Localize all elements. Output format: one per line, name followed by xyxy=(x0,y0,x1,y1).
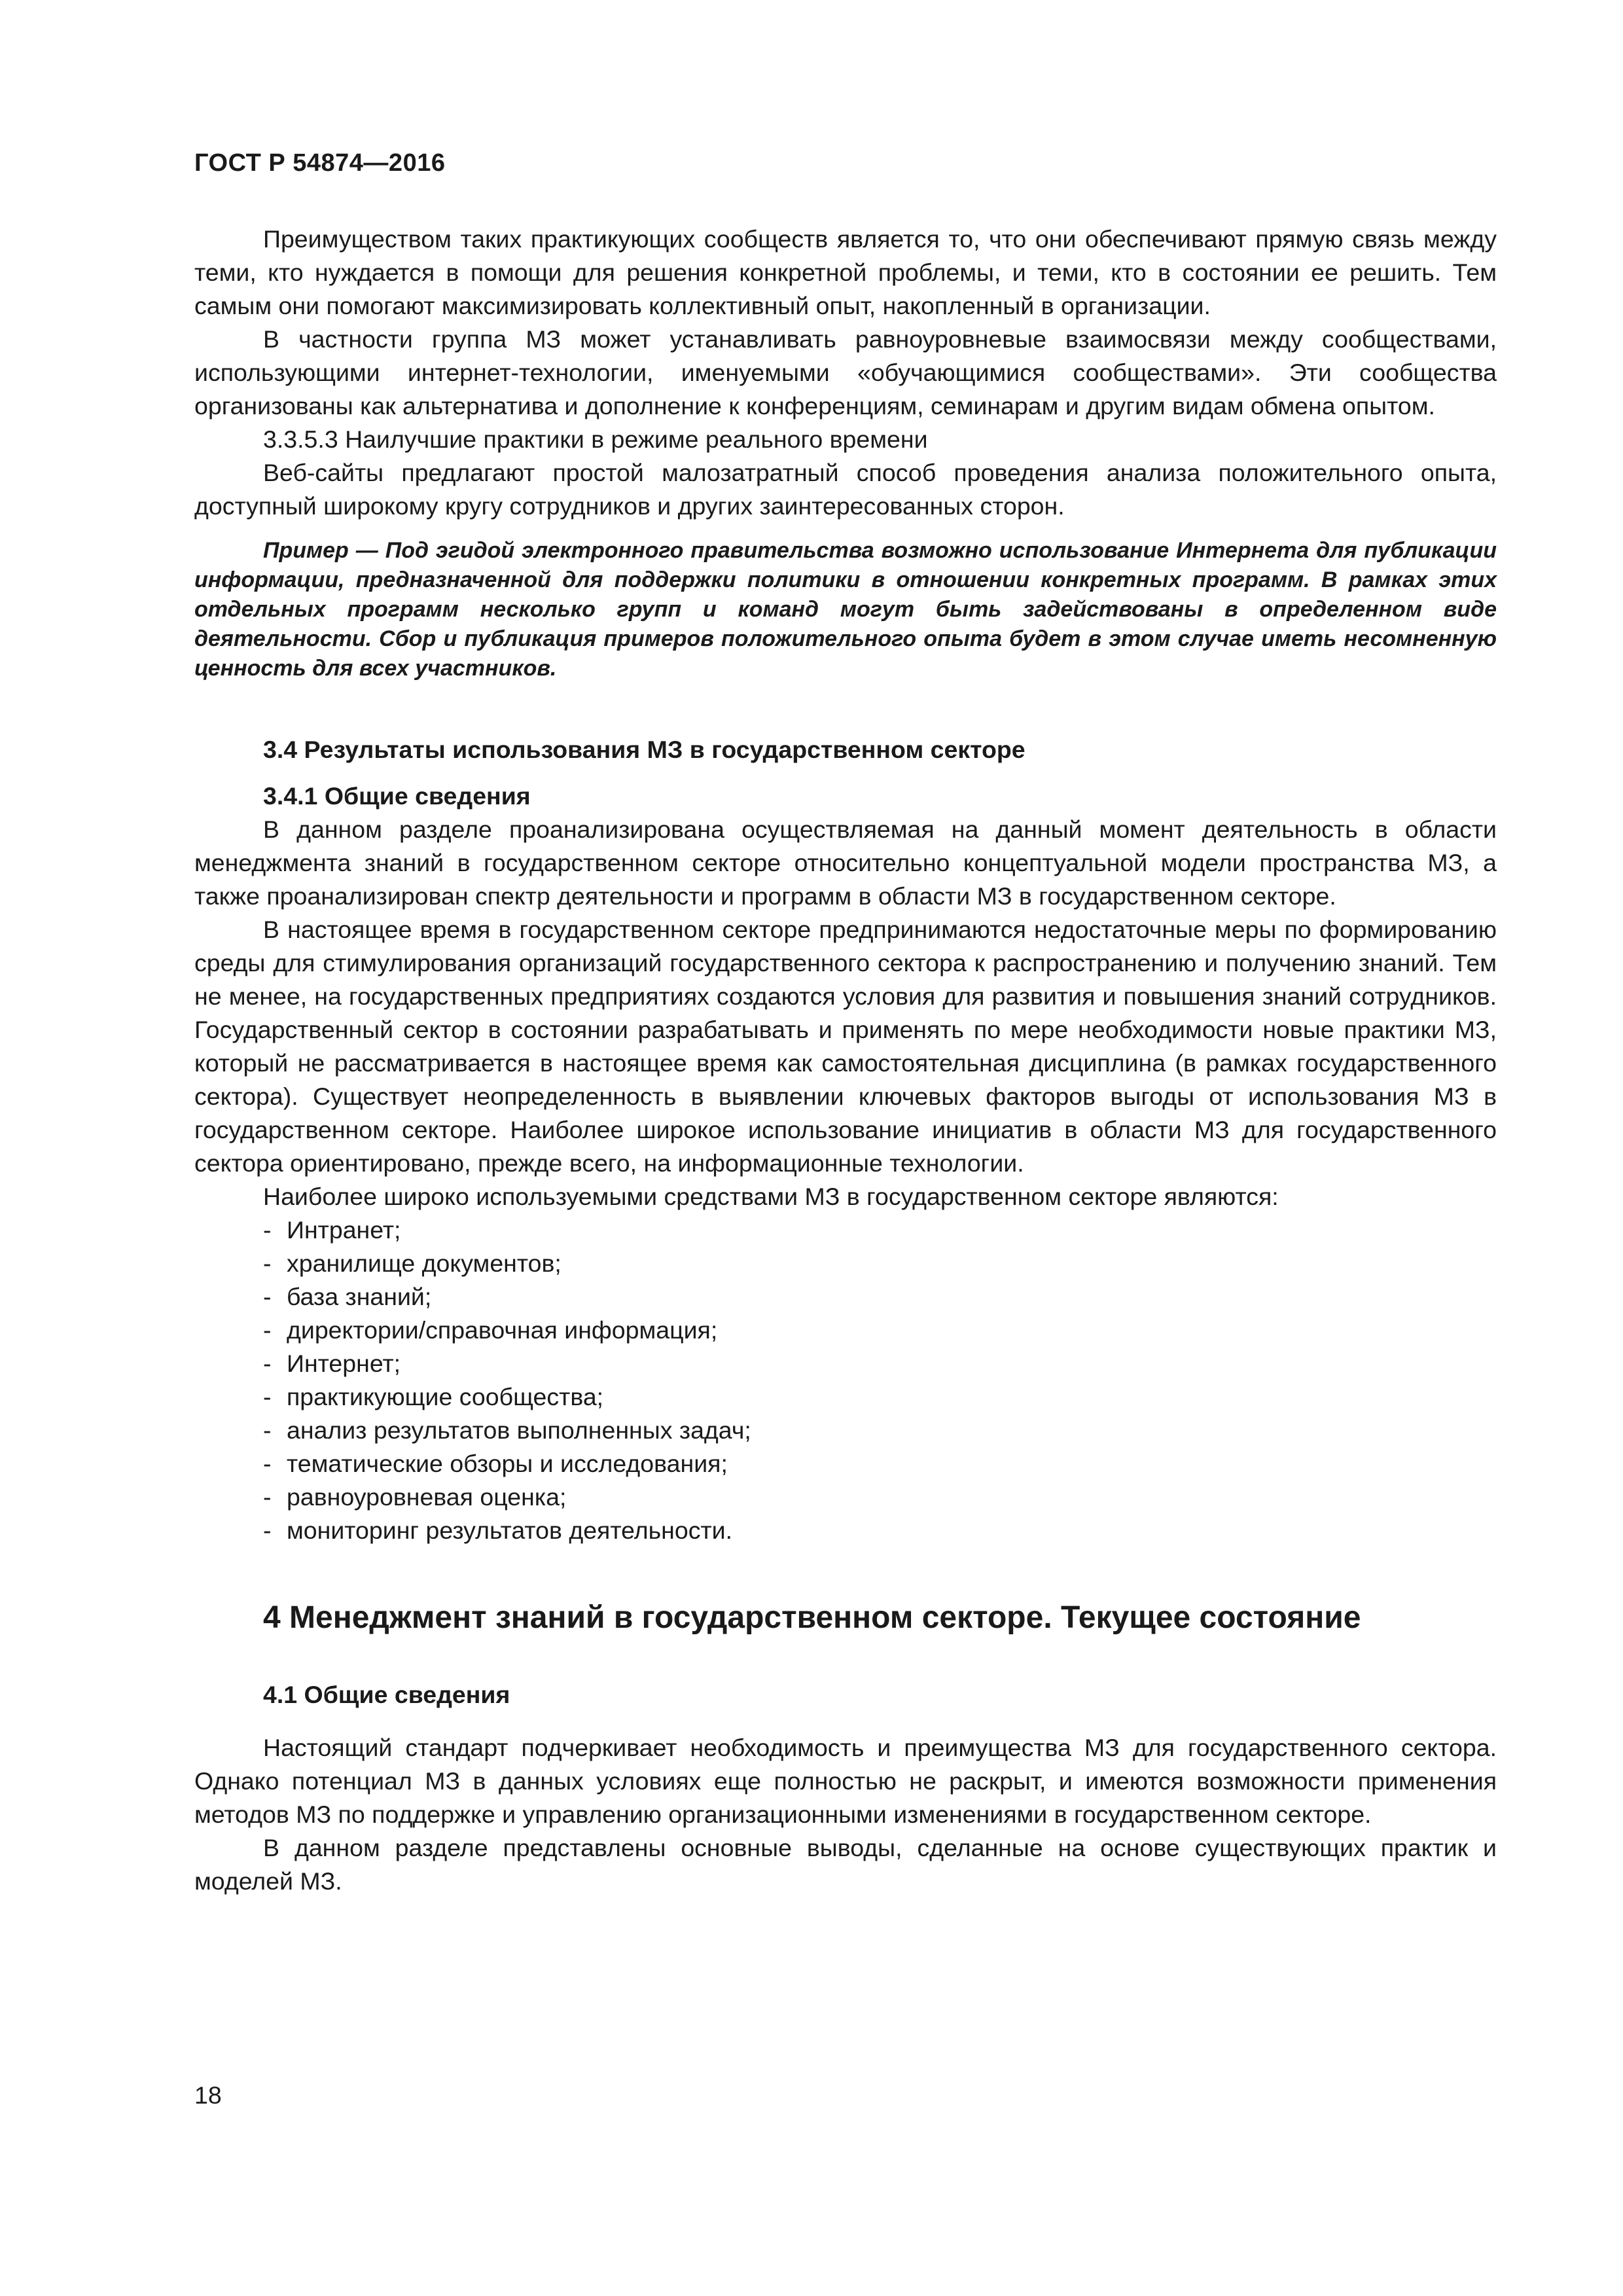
list-item-text: Интранет; xyxy=(287,1216,401,1244)
list-item-text: анализ результатов выполненных задач; xyxy=(287,1416,751,1444)
list-dash: - xyxy=(263,1383,272,1410)
section-heading-3-4: 3.4 Результаты использования МЗ в государственном секторе xyxy=(263,736,1026,763)
paragraph: В данном разделе проанализирована осуществляемая на данный момент деятельность в области менеджмента знаний в государственном секторе относительно концептуальной модели пространства МЗ, а также проанализирован спектр деятельности и программ в области МЗ в государственном секторе. xyxy=(194,816,1497,910)
list-item xyxy=(263,1247,1497,1280)
page-body xyxy=(194,223,1497,1898)
list-dash: - xyxy=(263,1483,272,1511)
page-number: 18 xyxy=(194,2081,222,2109)
list-item-text: практикующие сообщества; xyxy=(287,1383,604,1410)
list-dash: - xyxy=(263,1283,272,1310)
section-heading-3-4-1: 3.4.1 Общие сведения xyxy=(263,782,531,810)
example-note: Пример — Под эгидой электронного правительства возможно использование Интернета для публикации информации, предназначенной для поддержки политики в отношении конкретных программ. В рамках этих отдельных программ несколько групп и команд могут быть задействованы в определенном виде деятельности. Сбор и публикация примеров положительного опыта будет в этом случае иметь несомненную ценность для всех участников. xyxy=(194,538,1497,681)
list-dash: - xyxy=(263,1316,272,1344)
list-item xyxy=(263,1480,1497,1514)
list-dash: - xyxy=(263,1350,272,1377)
list-item-text: мониторинг результатов деятельности. xyxy=(287,1516,733,1544)
paragraph: В данном разделе представлены основные выводы, сделанные на основе существующих практик и моделей МЗ. xyxy=(194,1834,1497,1895)
list-item-text: база знаний; xyxy=(287,1283,432,1310)
list-item xyxy=(263,1314,1497,1347)
paragraph: Преимуществом таких практикующих сообществ является то, что они обеспечивают прямую связь между теми, кто нуждается в помощи для решения конкретной проблемы, и теми, кто в состоянии ее решить. Тем самым они помогают максимизировать коллективный опыт, накопленный в организации. xyxy=(194,225,1497,319)
list-item xyxy=(263,1280,1497,1314)
section-heading-4-1: 4.1 Общие сведения xyxy=(263,1681,510,1708)
list-item-text: Интернет; xyxy=(287,1350,401,1377)
list-dash: - xyxy=(263,1416,272,1444)
list-item-text: директории/справочная информация; xyxy=(287,1316,718,1344)
paragraph: В настоящее время в государственном секторе предпринимаются недостаточные меры по формированию среды для стимулирования организаций государственного сектора к распространению и получению знаний. Тем не менее, на государственных предприятиях создаются условия для развития и повышения знаний сотрудников. Государственный сектор в состоянии разрабатывать и применять по мере необходимости новые практики МЗ, который не рассматривается в настоящее время как самостоятельная дисциплина (в рамках государственного сектора). Существует неопределенность в выявлении ключевых факторов выгоды от использования МЗ в государственном секторе. Наиболее широкое использование инициатив в области МЗ для государственного сектора ориентировано, прежде всего, на информационные технологии. xyxy=(194,916,1497,1177)
list-item xyxy=(263,1213,1497,1247)
list-item-text: хранилище документов; xyxy=(287,1249,562,1277)
paragraph: Наиболее широко используемыми средствами МЗ в государственном секторе являются: xyxy=(263,1183,1279,1210)
paragraph: Веб-сайты предлагают простой малозатратный способ проведения анализа положительного опыта, доступный широкому кругу сотрудников и других заинтересованных сторон. xyxy=(194,459,1497,520)
paragraph: В частности группа МЗ может устанавливать равноуровневые взаимосвязи между сообществами, использующими интернет-технологии, именуемыми «обучающимися сообществами». Эти сообщества организованы как альтернатива и дополнение к конференциям, семинарам и другим видам обмена опытом. xyxy=(194,325,1497,420)
list-item xyxy=(263,1380,1497,1414)
subsection-title: 3.3.5.3 Наилучшие практики в режиме реального времени xyxy=(263,425,928,453)
list-item xyxy=(263,1514,1497,1547)
list-dash: - xyxy=(263,1216,272,1244)
list-dash: - xyxy=(263,1516,272,1544)
list-item xyxy=(263,1414,1497,1447)
chapter-heading-4: 4 Менеджмент знаний в государственном секторе. Текущее состояние xyxy=(263,1600,1361,1635)
tools-list xyxy=(194,1213,1497,1547)
list-item xyxy=(263,1347,1497,1380)
paragraph: Настоящий стандарт подчеркивает необходимость и преимущества МЗ для государственного сектора. Однако потенциал МЗ в данных условиях еще полностью не раскрыт, и имеются возможности применения методов МЗ по поддержке и управлению организационными изменениями в государственном секторе. xyxy=(194,1734,1497,1828)
list-dash: - xyxy=(263,1249,272,1277)
list-item xyxy=(263,1447,1497,1480)
list-item-text: равноуровневая оценка; xyxy=(287,1483,567,1511)
list-dash: - xyxy=(263,1450,272,1477)
document-id-header: ГОСТ Р 54874—2016 xyxy=(194,149,446,177)
list-item-text: тематические обзоры и исследования; xyxy=(287,1450,728,1477)
